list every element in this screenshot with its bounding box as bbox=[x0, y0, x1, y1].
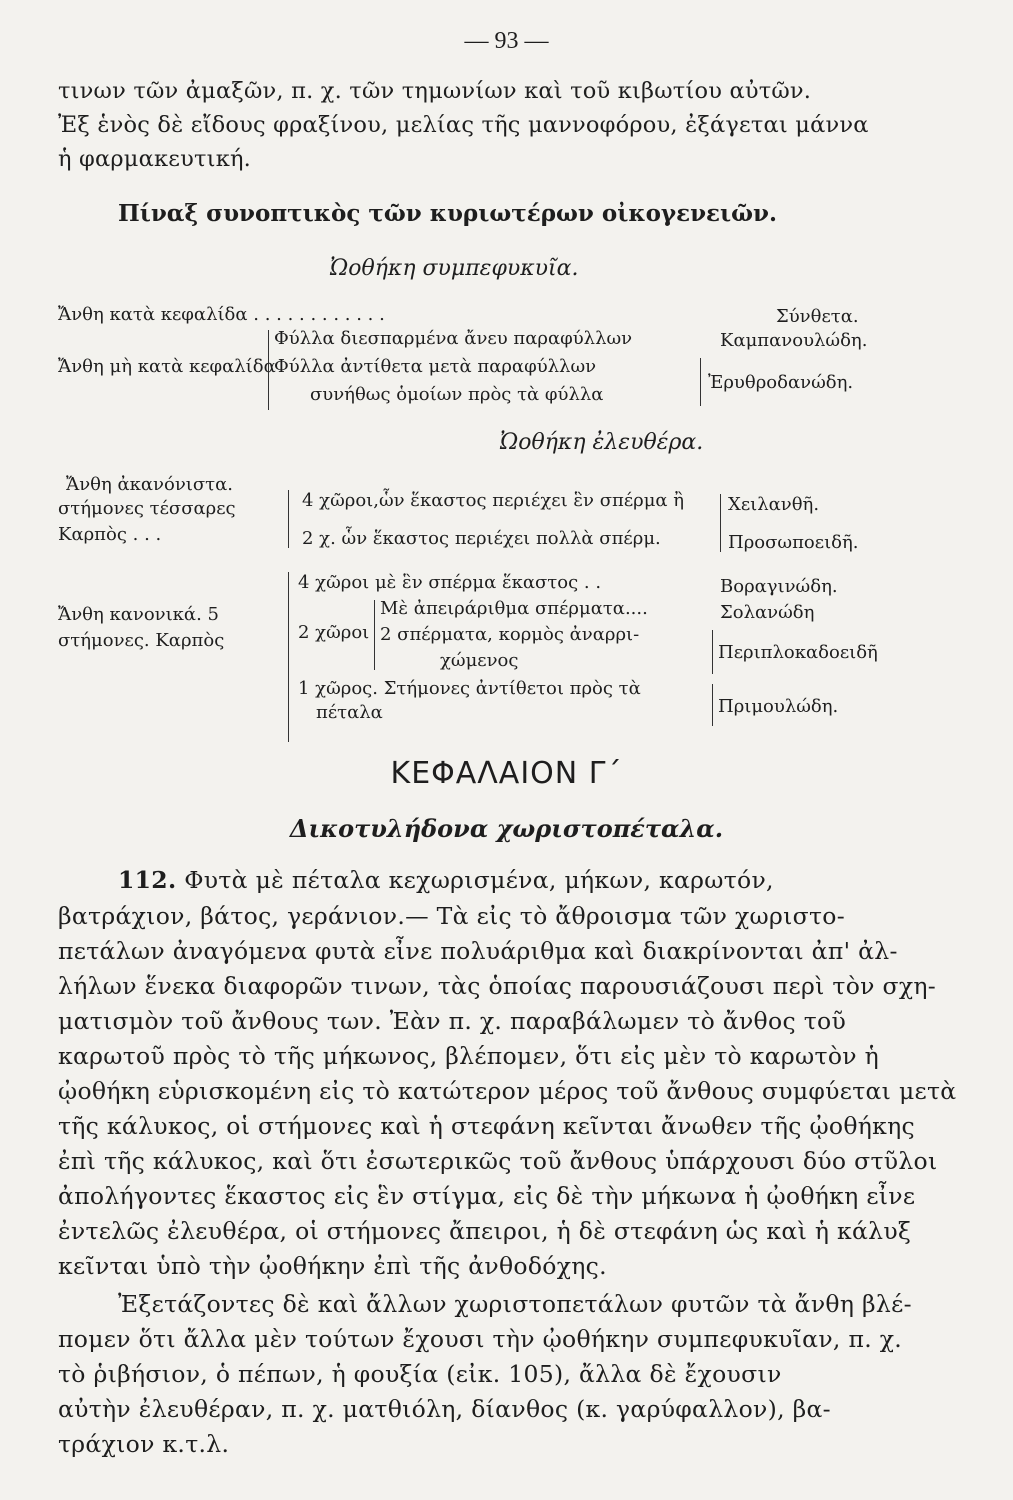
section2-g2-b-brace bbox=[374, 600, 375, 670]
para1-line-3: πετάλων ἀναγόμενα φυτὰ εἶνε πολυάριθμα καὶ διακρίνονται ἀπ' ἀλ- bbox=[58, 937, 898, 965]
para1-line-10: ἀπολήγοντες ἕκαστος εἰς ἓν στίγμα, εἰς δὲ τὴν μήκωνα ἡ ᾠοθήκη εἶνε bbox=[58, 1182, 916, 1210]
section2-g2-b1-result: Σολανώδη bbox=[720, 602, 815, 623]
section2-g1-b-result: Προσωποειδῆ. bbox=[728, 532, 859, 553]
intro-line-2: Ἐξ ἑνὸς δὲ εἴδους φραξίνου, μελίας τῆς μαννοφόρου, ἐξάγεται μάννα bbox=[58, 112, 869, 138]
section1-row2-b2: συνήθως ὁμοίων πρὸς τὰ φύλλα bbox=[310, 384, 604, 405]
section2-g1-a: 4 χῶροι,ὧν ἕκαστος περιέχει ἓν σπέρμα ἢ bbox=[302, 490, 685, 511]
para1-line-1: Φυτὰ μὲ πέταλα κεχωρισμένα, μήκων, καρωτόν, bbox=[184, 866, 774, 894]
section2-title: Ὠοθήκη ἐλευθέρα. bbox=[500, 430, 704, 455]
para1-line-9: ἐπὶ τῆς κάλυκος, καὶ ὅτι ἐσωτερικῶς τοῦ ἄνθους ὑπάρχουσι δύο στῦλοι bbox=[58, 1147, 938, 1175]
para2-line-3: τὸ ῥιβήσιον, ὁ πέπων, ἡ φουξία (εἰκ. 105), ἄλλα δὲ ἔχουσιν bbox=[58, 1360, 782, 1388]
intro-line-1: τινων τῶν ἀμαξῶν, π. χ. τῶν τημωνίων καὶ τοῦ κιβωτίου αὐτῶν. bbox=[58, 78, 812, 104]
para1-line-6: καρωτοῦ πρὸς τὸ τῆς μήκωνος, βλέπομεν, ὅτι εἰς μὲν τὸ καρωτὸν ἡ bbox=[58, 1042, 879, 1070]
section1-row1-result: Σύνθετα. bbox=[776, 306, 859, 327]
section2-g1-label-3: Καρπὸς . . . bbox=[58, 524, 162, 545]
section2-g1-label-1: Ἄνθη ἀκανόνιστα. bbox=[66, 474, 233, 495]
section2-g2-b2-result-brace bbox=[712, 630, 713, 674]
para2-line-2: πομεν ὅτι ἄλλα μὲν τούτων ἔχουσι τὴν ᾠοθήκην συμπεφυκυῖαν, π. χ. bbox=[58, 1325, 903, 1353]
table-title: Πίναξ συνοπτικὸς τῶν κυριωτέρων οἰκογενειῶν. bbox=[118, 200, 778, 227]
section1-row2-b1: Φύλλα ἀντίθετα μετὰ παραφύλλων bbox=[274, 356, 597, 377]
para1-line-12: κεῖνται ὑπὸ τὴν ᾠοθήκην ἐπὶ τῆς ἀνθοδόχης. bbox=[58, 1252, 607, 1280]
section2-g2-label-2: στήμονες. Καρπὸς bbox=[58, 630, 225, 651]
section2-g2-b1: Μὲ ἀπειράριθμα σπέρματα.... bbox=[380, 598, 648, 619]
chapter-title: ΚΕΦΑΛΑΙΟΝ Γ΄ bbox=[390, 756, 623, 791]
section2-g2-c-result-brace bbox=[712, 684, 713, 726]
section1-result-brace bbox=[700, 358, 701, 406]
section1-row1-label: Ἄνθη κατὰ κεφαλίδα . . . . . . . . . . . . bbox=[58, 304, 385, 325]
section2-g2-c-result: Πριμουλώδη. bbox=[718, 696, 839, 717]
section2-g1-result-brace bbox=[720, 494, 721, 552]
intro-line-3: ἡ φαρμακευτική. bbox=[58, 146, 251, 172]
para1-line-4: λήλων ἕνεκα διαφορῶν τινων, τὰς ὁποίας παρουσιάζουσι περὶ τὸν σχη- bbox=[58, 972, 937, 1000]
section2-g2-c1: 1 χῶρος. Στήμονες ἀντίθετοι πρὸς τὰ bbox=[298, 678, 641, 699]
section1-row2-a-result: Καμπανουλώδη. bbox=[720, 330, 868, 351]
para1-line-8: τῆς κάλυκος, οἱ στήμονες καὶ ἡ στεφάνη κεῖνται ἄνωθεν τῆς ᾠοθήκης bbox=[58, 1112, 916, 1140]
para1-line-5: ματισμὸν τοῦ ἄνθους των. Ἐὰν π. χ. παραβάλωμεν τὸ ἄνθος τοῦ bbox=[58, 1007, 847, 1035]
chapter-subtitle: Δικοτυλήδονα χωριστοπέταλα. bbox=[289, 814, 724, 843]
section2-g2-a: 4 χῶροι μὲ ἓν σπέρμα ἕκαστος . . bbox=[298, 572, 602, 593]
section2-g1-b: 2 χ. ὧν ἕκαστος περιέχει πολλὰ σπέρμ. bbox=[302, 528, 661, 549]
section1-row2-a: Φύλλα διεσπαρμένα ἄνευ παραφύλλων bbox=[274, 328, 633, 349]
section2-g1-a-result: Χειλανθῆ. bbox=[728, 494, 820, 515]
page-number: — 93 — bbox=[464, 28, 549, 54]
section2-g2-b2b: χώμενος bbox=[440, 650, 519, 671]
section2-g2-label-1: Ἄνθη κανονικά. 5 bbox=[58, 604, 219, 625]
section2-g2-b-prefix: 2 χῶροι bbox=[298, 622, 370, 643]
section1-title: Ὠοθήκη συμπεφυκυῖα. bbox=[330, 256, 579, 281]
para2-line-4: αὐτὴν ἐλευθέραν, π. χ. ματθιόλη, δίανθος (κ. γαρύφαλλον), βα- bbox=[58, 1395, 831, 1423]
para2-line-1: Ἐξετάζοντες δὲ καὶ ἄλλων χωριστοπετάλων φυτῶν τὰ ἄνθη βλέ- bbox=[118, 1290, 912, 1318]
section2-g2-c2: πέταλα bbox=[316, 702, 383, 723]
section1-brace bbox=[268, 330, 269, 410]
para1-line-2: βατράχιον, βάτος, γεράνιον.— Τὰ εἰς τὸ ἄθροισμα τῶν χωριστο- bbox=[58, 902, 845, 930]
section2-g2-b2a: 2 σπέρματα, κορμὸς ἀναρρι- bbox=[380, 624, 640, 645]
section2-g2-a-result: Βοραγινώδη. bbox=[720, 576, 838, 597]
section2-g2-b2-result: Περιπλοκαδοειδῆ bbox=[718, 642, 878, 663]
para2-line-5: τράχιον κ.τ.λ. bbox=[58, 1430, 230, 1458]
section-number: 112. bbox=[118, 866, 177, 894]
section2-g1-brace bbox=[288, 490, 289, 548]
section2-g2-brace bbox=[288, 572, 289, 742]
section1-row2-label: Ἄνθη μὴ κατὰ κεφαλίδα bbox=[58, 356, 276, 377]
para1-line-11: ἐντελῶς ἐλευθέρα, οἱ στήμονες ἄπειροι, ἡ δὲ στεφάνη ὡς καὶ ἡ κάλυξ bbox=[58, 1217, 912, 1245]
section2-g1-label-2: στήμονες τέσσαρες bbox=[58, 498, 236, 519]
section1-row2-b-result: Ἐρυθροδανώδη. bbox=[708, 372, 854, 393]
para1-line-7: ᾠοθήκη εὑρισκομένη εἰς τὸ κατώτερον μέρος τοῦ ἄνθους συμφύεται μετὰ bbox=[58, 1077, 957, 1105]
